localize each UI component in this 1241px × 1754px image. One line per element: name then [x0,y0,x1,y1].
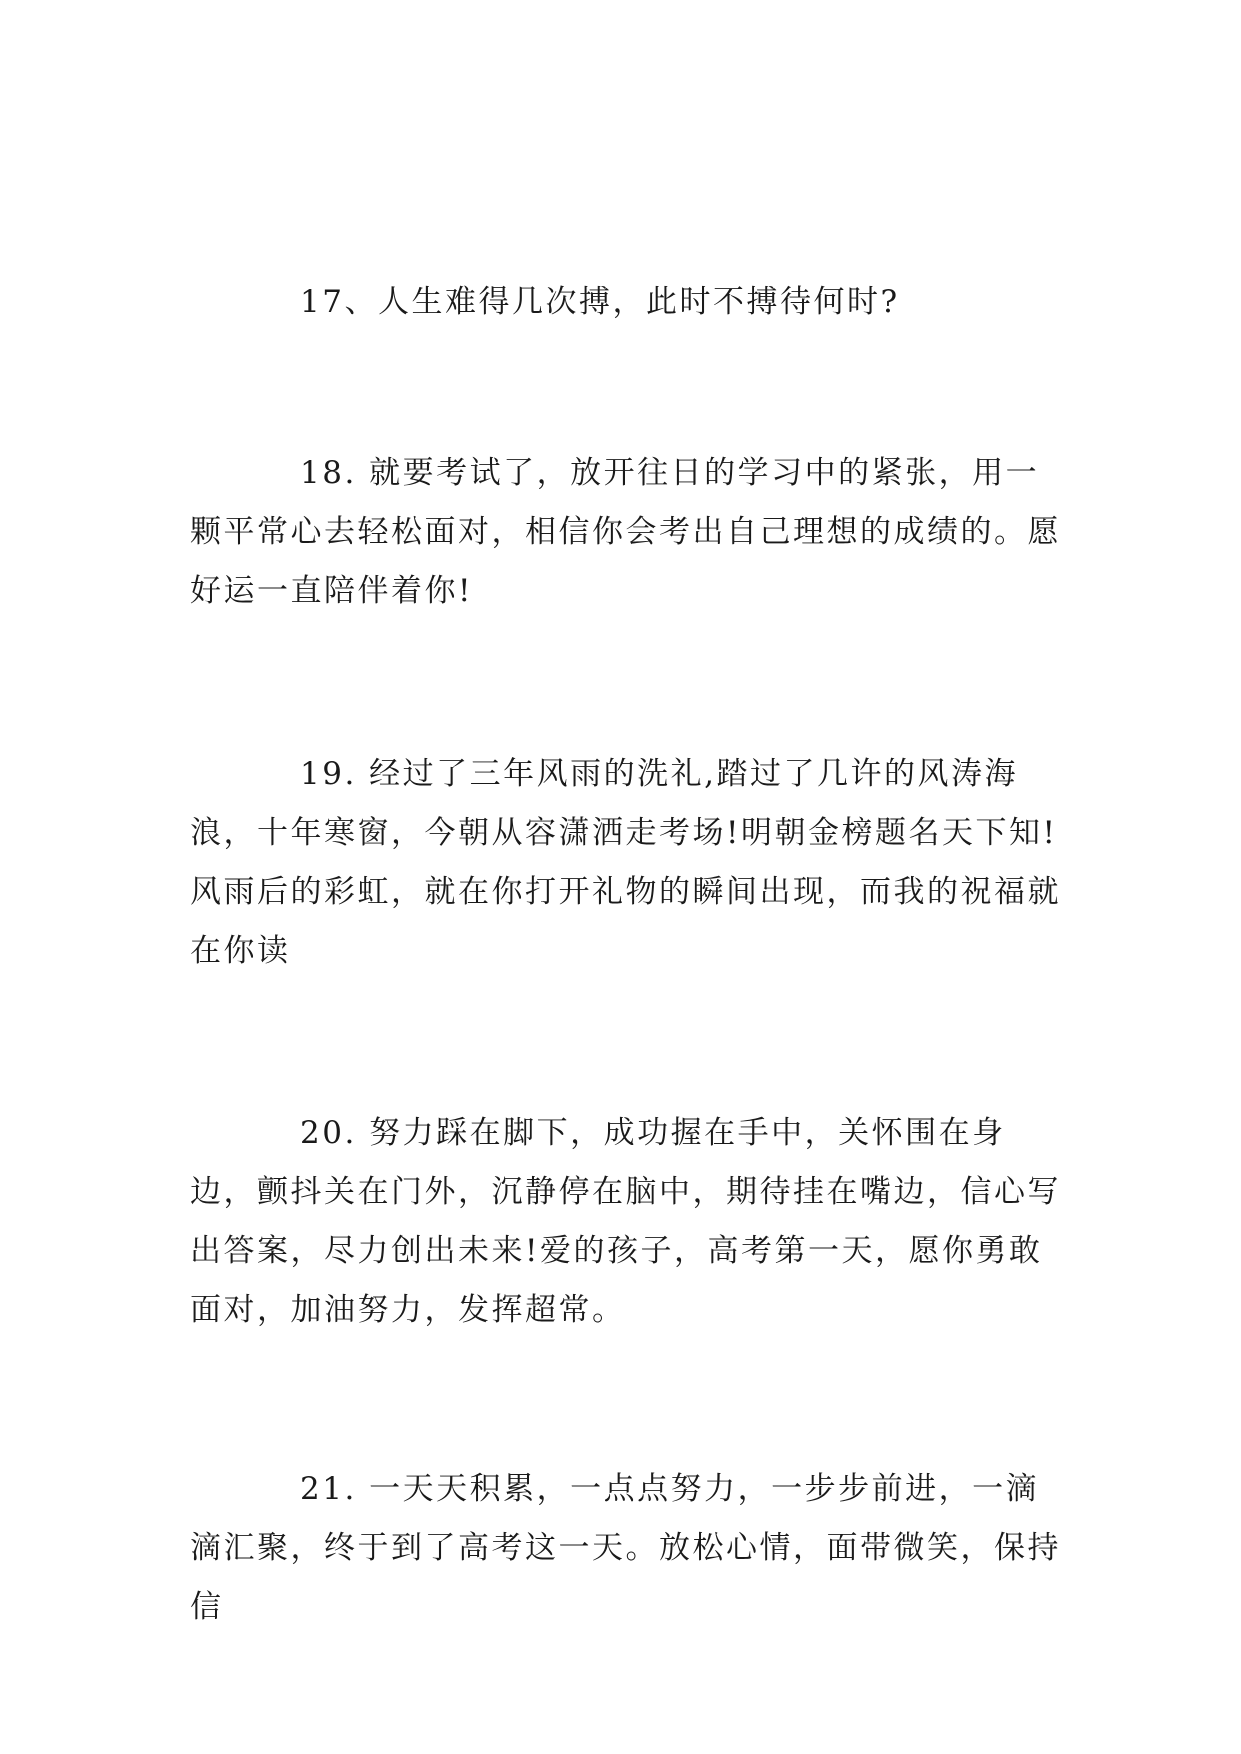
paragraph-21: 21. 一天天积累，一点点努力，一步步前进，一滴滴汇聚，终于到了高考这一天。放松心情，面带微笑，保持信 [190,1471,1061,1625]
paragraph-17: 17、人生难得几次搏，此时不搏待何时? [300,284,900,320]
paragraph-18: 18. 就要考试了，放开往日的学习中的紧张，用一颗平常心去轻松面对，相信你会考出自己理想的成绩的。愿好运一直陪伴着你! [190,455,1061,609]
paragraph-19: 19. 经过了三年风雨的洗礼,踏过了几许的风涛海浪，十年寒窗，今朝从容潇洒走考场!明朝金榜题名天下知!风雨后的彩虹，就在你打开礼物的瞬间出现，而我的祝福就在你读 [190,756,1061,969]
paragraph-20: 20. 努力踩在脚下，成功握在手中，关怀围在身边，颤抖关在门外，沉静停在脑中，期待挂在嘴边，信心写出答案，尽力创出未来!爱的孩子，高考第一天，愿你勇敢面对，加油努力，发挥超常。 [190,1115,1061,1328]
